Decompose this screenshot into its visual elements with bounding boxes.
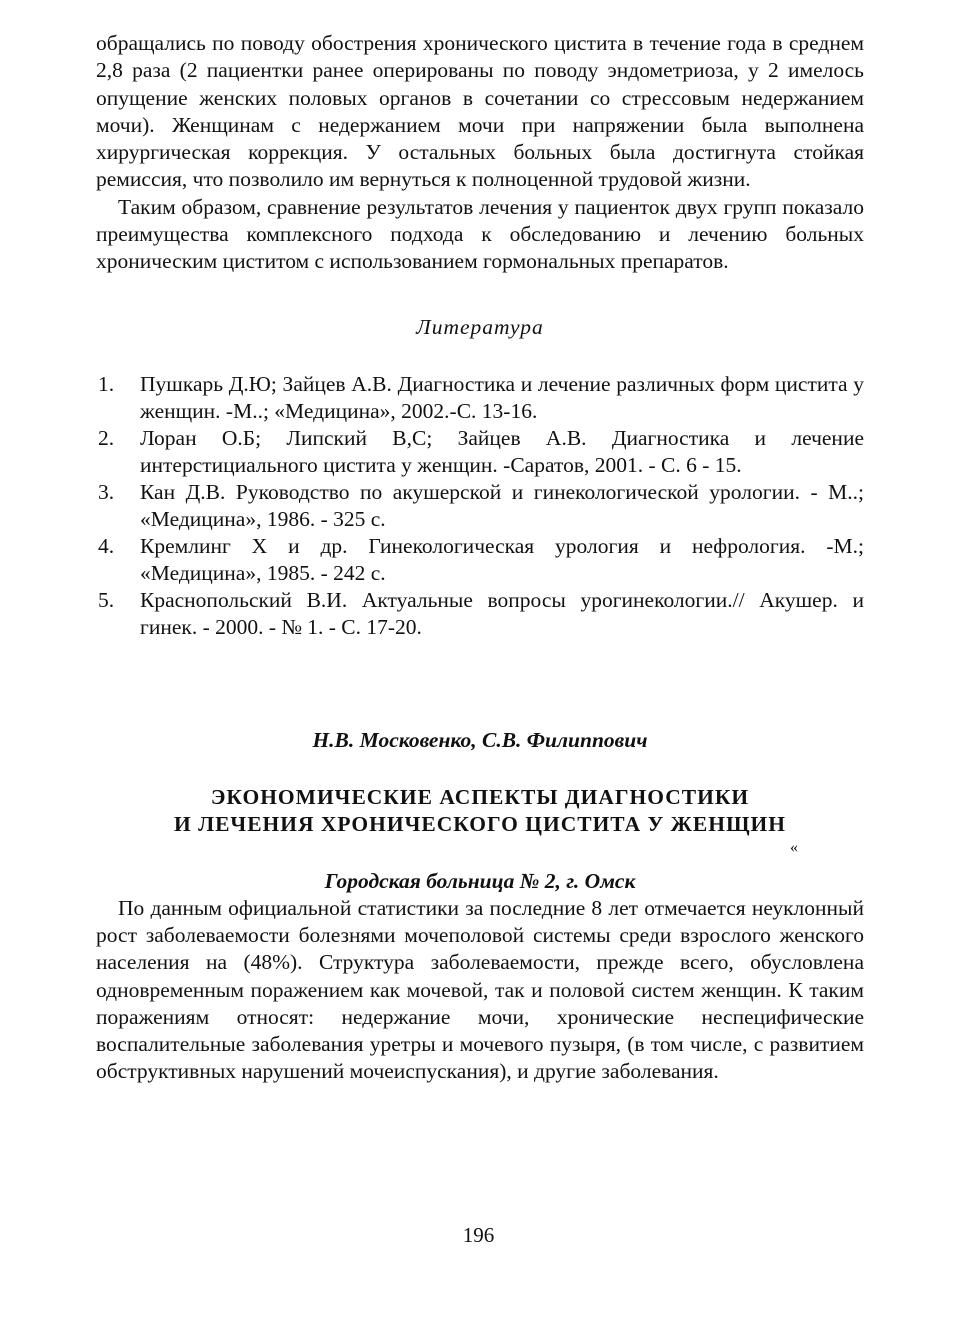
reference-item xyxy=(96,425,864,479)
stray-quote-mark: « xyxy=(790,838,798,856)
reference-text: Лоран О.Б; Липский В,С; Зайцев А.В. Диагностика и лечение интерстициального цистита у женщин. -Саратов, 2001. - С. 6 - 15. xyxy=(140,425,864,477)
reference-number: 4. xyxy=(98,533,115,558)
article-affiliation: Городская больница № 2, г. Омск xyxy=(324,868,636,893)
reference-number: 3. xyxy=(98,479,115,504)
reference-item xyxy=(96,587,864,641)
article-title xyxy=(96,784,864,838)
reference-text: Краснопольский В.И. Актуальные вопросы урогинекологии.// Акушер. и гинек. - 2000. - № 1. - С. 17-20. xyxy=(140,587,864,639)
article-title-line-2: И ЛЕЧЕНИЯ ХРОНИЧЕСКОГО ЦИСТИТА У ЖЕНЩИН xyxy=(173,811,787,836)
page-number: 196 xyxy=(462,1223,495,1247)
document-page xyxy=(96,30,864,1086)
reference-item xyxy=(96,479,864,533)
reference-item xyxy=(96,533,864,587)
reference-number: 2. xyxy=(98,425,115,450)
continuation-paragraph-2: Таким образом, сравнение результатов лечения у пациенток двух групп показало преимущества комплексного подхода к обследованию и лечению больных хроническим циститом с использованием гормональных препаратов. xyxy=(96,194,864,274)
reference-text: Кремлинг X и др. Гинекологическая урология и нефрология. -М.; «Медицина», 1985. - 242 с. xyxy=(140,533,864,585)
continuation-paragraph-1: обращались по поводу обострения хронического цистита в течение года в среднем 2,8 раза (2 пациентки ранее оперированы по поводу эндометриоза, у 2 имелось опущение женских половых органов в сочетании со стрессовым недержанием мочи). Женщинам с недержанием мочи при напряжении была выполнена хирургическая коррекция. У остальных больных была достигнута стойкая ремиссия, что позволило им вернуться к полноценной трудовой жизни. xyxy=(96,31,864,192)
reference-number: 5. xyxy=(98,587,115,612)
reference-item xyxy=(96,371,864,425)
reference-number: 1. xyxy=(98,371,115,396)
reference-text: Кан Д.В. Руководство по акушерской и гинекологической урологии. - М..; «Медицина», 1986. - 325 с. xyxy=(140,479,864,531)
article-title-line-1: ЭКОНОМИЧЕСКИЕ АСПЕКТЫ ДИАГНОСТИКИ xyxy=(210,784,750,809)
stray-mark-row xyxy=(96,840,864,856)
article-authors: Н.В. Московенко, С.В. Филиппович xyxy=(312,727,648,752)
literature-heading: Литература xyxy=(416,314,544,339)
reference-list xyxy=(96,371,864,641)
article-body-paragraph: По данным официальной статистики за последние 8 лет отмечается неуклонный рост заболеваемости болезнями мочеполовой системы среди взрослого женского населения на (48%). Структура заболеваемости, прежде всего, обусловлена одновременным поражением как мочевой, так и половой систем женщин. К таким поражениям относят: недержание мочи, хронические неспецифические воспалительные заболевания уретры и мочевого пузыря, (в том числе, с развитием обструктивных нарушений мочеиспускания), и другие заболевания. xyxy=(96,895,864,1084)
reference-text: Пушкарь Д.Ю; Зайцев А.В. Диагностика и лечение различных форм цистита у женщин. -М..; «Медицина», 2002.-С. 13-16. xyxy=(140,371,864,423)
